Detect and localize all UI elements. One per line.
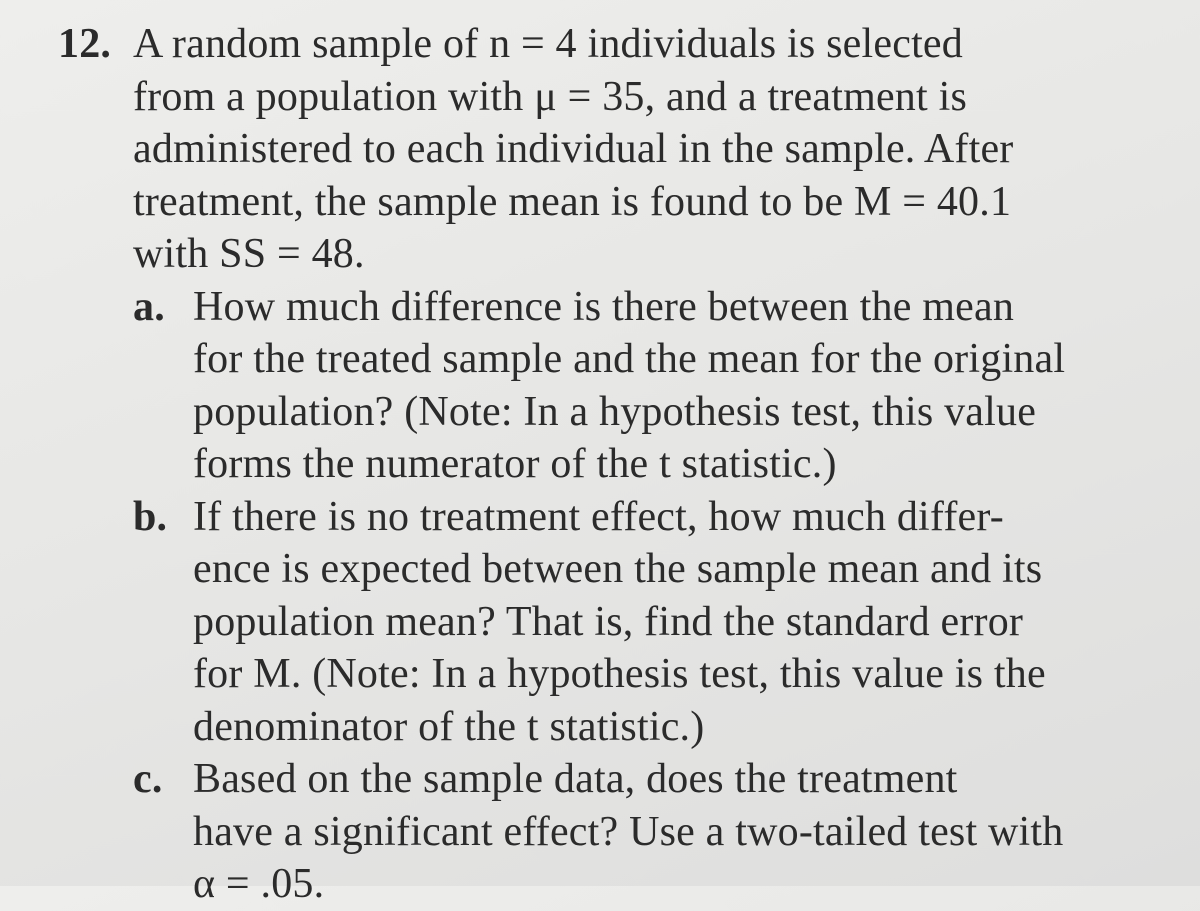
problem-intro-line xyxy=(58,18,1168,71)
part-b-line: ence is expected between the sample mean and its xyxy=(193,546,1043,592)
part-b xyxy=(58,491,1168,544)
part-b-letter: b. xyxy=(133,493,168,540)
part-a-line: forms the numerator of the t statistic.) xyxy=(193,441,837,487)
part-a-line: How much difference is there between the mean xyxy=(193,283,1015,330)
part-c-letter: c. xyxy=(133,756,163,802)
problem-number: 12. xyxy=(58,21,112,67)
part-a-line: for the treated sample and the mean for the original xyxy=(193,336,1066,382)
part-b-line: population mean? That is, find the standard error xyxy=(193,598,1024,645)
intro-line: treatment, the sample mean is found to be M = 40.1 xyxy=(133,178,1012,225)
part-c-line: have a significant effect? Use a two-tailed test with xyxy=(193,808,1064,855)
part-a-letter: a. xyxy=(133,283,165,330)
intro-line: from a population with μ = 35, and a treatment is xyxy=(133,73,967,120)
part-c xyxy=(58,753,1168,806)
part-b-line: for M. (Note: In a hypothesis test, this value is the xyxy=(193,651,1046,697)
part-c-line: α = .05. xyxy=(193,861,325,907)
intro-line: with SS = 48. xyxy=(133,231,365,277)
part-b-line: denominator of the t statistic.) xyxy=(193,703,705,750)
part-b-line: If there is no treatment effect, how much differ- xyxy=(193,493,1004,540)
part-a xyxy=(58,281,1168,334)
intro-line: A random sample of n = 4 individuals is selected xyxy=(133,21,963,67)
intro-line: administered to each individual in the sample. After xyxy=(133,126,1014,172)
part-c-line: Based on the sample data, does the treatment xyxy=(193,756,958,802)
problem-12 xyxy=(58,18,1168,911)
part-a-line: population? (Note: In a hypothesis test, this value xyxy=(193,388,1037,435)
